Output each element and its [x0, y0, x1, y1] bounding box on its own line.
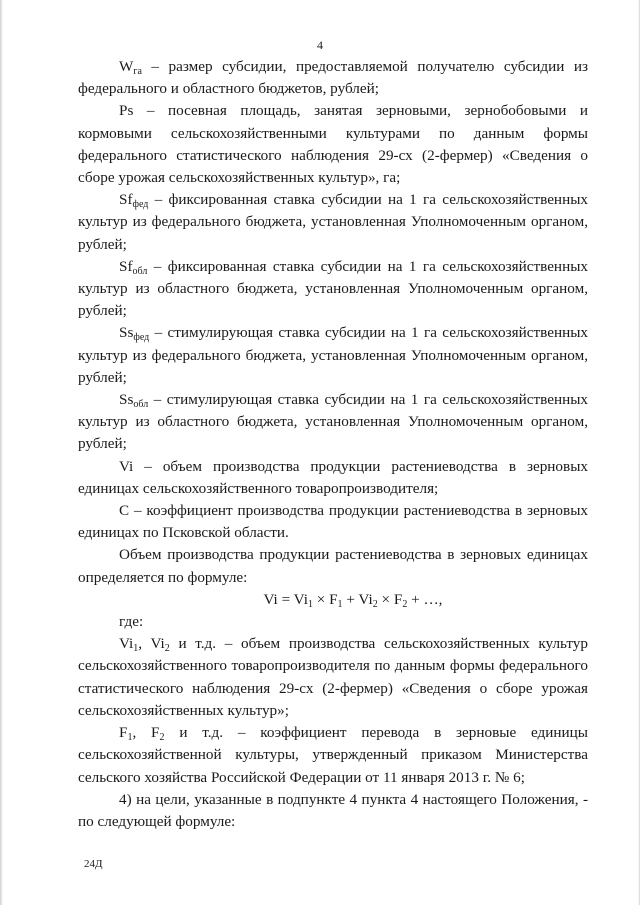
definition-text: – коэффициент производства продукции растениеводства в зерновых единицах по Псковской области. — [78, 502, 588, 542]
symbol-subscript: 2 — [164, 643, 170, 655]
symbol: Sf — [119, 191, 133, 209]
definition-f-coefficients — [78, 722, 588, 789]
symbol-subscript: 1 — [133, 643, 139, 655]
item-4-paragraph: 4) на цели, указанные в подпункте 4 пункта 4 настоящего Положения, - по следующей формуле: — [78, 790, 588, 830]
volume-formula — [78, 589, 588, 611]
symbol: С — [119, 502, 130, 520]
symbol-subscript: га — [133, 66, 142, 77]
definition-text: и т.д. – коэффициент перевода в зерновые единицы сельскохозяйственной культуры, утвержденный приказом Министерства сельского хозяйства Российской Федерации от 11 января 2013 г. № 6; — [78, 724, 588, 786]
formula-part: × F — [377, 590, 403, 608]
definition-ps — [78, 100, 588, 189]
formula-part: + Vi — [342, 590, 373, 608]
symbol: W — [119, 58, 134, 75]
formula-subscript: 1 — [307, 598, 313, 610]
symbol: Vi — [119, 457, 134, 475]
symbol: Ss — [119, 391, 134, 409]
definition-ss-obl — [78, 389, 588, 456]
definition-text: – стимулирующая ставка субсидии на 1 га сельскохозяйственных культур из областного бюджета, установленная Уполномоченным органом, рублей; — [78, 391, 588, 453]
document-body — [78, 56, 588, 833]
definition-text: – стимулирующая ставка субсидии на 1 га сельскохозяйственных культур из федерального бюджета, установленная Уполномоченным органом, рублей; — [78, 324, 588, 386]
formula-part: + …, — [407, 590, 443, 608]
formula-part: Vi = Vi — [263, 590, 308, 608]
formula-subscript: 2 — [402, 598, 408, 610]
symbol-subscript: фед — [132, 199, 149, 211]
symbol: , Vi — [138, 635, 165, 653]
symbol-subscript: обл — [132, 265, 148, 277]
formula-part: × F — [312, 590, 338, 608]
symbol: Sf — [119, 257, 133, 275]
definition-text: – посевная площадь, занятая зерновыми, зернобобовыми и кормовыми сельскохозяйственными культурами по данным формы федерального статистического наблюдения 29-сх (2-фермер) «Сведения о сборе урожая сельскохозяйственных культур», га; — [78, 102, 588, 187]
symbol: Vi — [119, 635, 134, 653]
definition-text: – фиксированная ставка субсидии на 1 га сельскохозяйственных культур из областного бюджета, установленная Уполномоченным органом, рублей; — [78, 257, 588, 320]
definition-vi — [78, 456, 588, 500]
symbol-subscript: фед — [133, 332, 150, 344]
formula-subscript: 2 — [372, 598, 378, 610]
definition-vi-components — [78, 633, 588, 722]
formula-subscript: 1 — [337, 598, 343, 610]
definition-w-ga — [78, 56, 588, 100]
definition-ss-fed — [78, 322, 588, 389]
footer-document-code: 24Д — [84, 858, 103, 870]
volume-intro: Объем производства продукции растениеводства в зерновых единицах определяется по формуле: — [78, 546, 588, 586]
definition-text: – размер субсидии, предоставляемой получателю субсидии из федерального и областного бюджетов, рублей; — [78, 58, 588, 98]
scan-edge-left — [0, 0, 3, 905]
symbol: , F — [132, 724, 160, 742]
where-label: где: — [119, 613, 144, 631]
definition-text: и т.д. – объем производства сельскохозяйственных культур сельскохозяйственного товаропроизводителя по данным формы федерального статистического наблюдения 29-сх (2-фермер) «Сведения о сборе урожая сельскохозяйственных культур»; — [78, 635, 588, 719]
definition-text: – фиксированная ставка субсидии на 1 га сельскохозяйственных культур из федерального бюджета, установленная Уполномоченным органом, рублей; — [78, 191, 588, 253]
symbol: F — [119, 724, 128, 742]
page-number: 4 — [317, 38, 323, 52]
definition-sf-obl — [78, 256, 588, 323]
symbol-subscript: обл — [133, 399, 149, 411]
definition-sf-fed — [78, 189, 588, 256]
definition-c — [78, 500, 588, 544]
definition-text: – объем производства продукции растениеводства в зерновых единицах сельскохозяйственного товаропроизводителя; — [78, 457, 588, 497]
symbol: Ss — [119, 324, 134, 342]
symbol-subscript: 2 — [159, 732, 165, 744]
symbol: Ps — [119, 102, 134, 120]
symbol-subscript: 1 — [127, 732, 133, 744]
